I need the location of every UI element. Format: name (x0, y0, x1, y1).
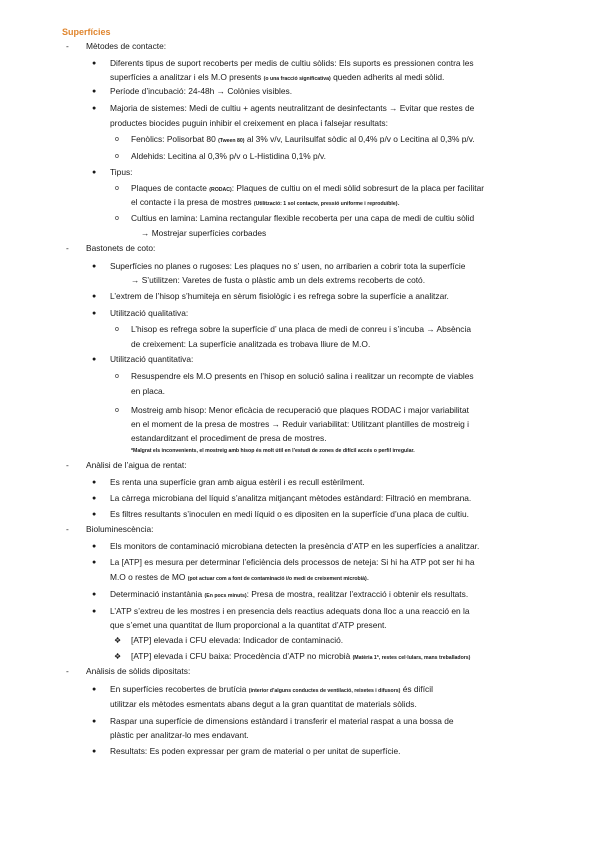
atp-extraction-text-2: que s’emet una quantitat de llum proporcional a la quantitat d’ATP present. (110, 620, 387, 630)
aldehydes-text: Aldehids: Lecitina al 0,3% p/v o L-Histidina 0,1% p/v. (131, 151, 326, 161)
atp-high-cfu-low-text: [ATP] elevada i CFU baixa: Procedència d’ATP no microbià (Matèria 1ª, restes cel·lulars, mans treballadors) (131, 651, 471, 661)
sub-marker: o (115, 136, 119, 143)
atp-measure-text: La [ATP] es mesura per determinar l’eficiència dels processos de neteja: Si hi ha ATP pot ser hi ha (110, 557, 475, 567)
sub-marker: o (115, 407, 119, 414)
contact-methods-heading: Mètodes de contacte: (86, 41, 167, 51)
swab-note: *Malgrat els inconvenients, el mostreig amb hisop és molt útil en l’estudi de zones de difícil accés o perfil irregular. (131, 448, 415, 454)
lamina-text-2: → Mostrejar superfícies corbades (141, 228, 267, 238)
irregular-surfaces-text-2: → S’utilitzen: Varetes de fusta o plàstic amb un dels extrems recoberts de cotó. (131, 275, 426, 285)
quantitative-heading: Utilització quantitativa: (110, 354, 194, 364)
solids-heading: Anàlisis de sòlids dipositats: (86, 666, 191, 676)
bullet-marker: ● (92, 263, 97, 270)
qualitative-heading: Utilització qualitativa: (110, 308, 189, 318)
rodac-text: Plaques de contacte (RODAC): Plaques de cultiu on el medi sòlid sobresurt de la placa per facilitar (131, 183, 485, 193)
bullet-marker: ● (92, 686, 97, 693)
resuspend-text: Resuspendre els M.O presents en l’hisop en solució salina i realitzar un recompte de viables (131, 371, 474, 381)
swabs-heading: Bastonets de coto: (86, 243, 156, 253)
bullet-marker: ● (92, 293, 97, 300)
rinse-text-1: Es renta una superfície gran amb aigua estèril i es recull estèrilment. (110, 477, 365, 487)
resuspend-text-2: en placa. (131, 386, 165, 396)
atp-high-cfu-high-text: [ATP] elevada i CFU elevada: Indicador de contaminació. (131, 635, 344, 645)
dash-marker: - (66, 460, 69, 470)
lamina-text: Cultius en lamina: Lamina rectangular flexible recoberta per una capa de medi de cultiu sòlid (131, 213, 475, 223)
rinse-text-3: Es filtres resultants s’inoculen en medi líquid o es dipositen en la superfície d’una placa de cultiu. (110, 509, 469, 519)
bullet-marker: ● (92, 479, 97, 486)
dash-marker: - (66, 243, 69, 253)
qualitative-text: L’hisop es refrega sobre la superfície d’ una placa de medi de conreu i s’incuba → Absència (131, 324, 472, 334)
bullet-marker: ● (92, 88, 97, 95)
swab-moisten-text: L’extrem de l’hisop s’humiteja en sèrum fisiològic i es refrega sobre la superfície a analitzar. (110, 291, 449, 301)
incubation-period-text: Període d’incubació: 24-48h → Colònies visibles. (110, 86, 293, 96)
bullet-marker: ● (92, 310, 97, 317)
bullet-marker: ● (92, 60, 97, 67)
bullet-marker: ● (92, 105, 97, 112)
types-heading: Tipus: (110, 167, 133, 177)
bullet-marker: ● (92, 169, 97, 176)
bullet-marker: ● (92, 718, 97, 725)
diamond-marker: ❖ (114, 652, 122, 661)
atp-extraction-text: L’ATP s’extreu de les mostres i en presencia dels reactius adequats dona lloc a una reacció en la (110, 606, 470, 616)
bullet-marker: ● (92, 748, 97, 755)
rinse-heading: Anàlisi de l’aigua de rentat: (86, 460, 187, 470)
atp-measure-text-2: M.O o restes de MO (pot actuar com a font de contaminació i/o medi de creixement microbià). (110, 572, 370, 582)
rinse-text-2: La càrrega microbiana del líquid s’analitza mitjançant mètodes estàndard: Filtració en membrana. (110, 493, 472, 503)
bullet-marker: ● (92, 559, 97, 566)
bioluminescence-heading: Bioluminescència: (86, 524, 154, 534)
sub-marker: o (115, 373, 119, 380)
dash-marker: - (66, 666, 69, 676)
systems-text-2: productes biocides puguin inhibir el creixement en placa i falsejar resultats: (110, 118, 388, 128)
results-text: Resultats: Es poden expressar per gram de material o per unitat de superfície. (110, 746, 401, 756)
contact-supports-text-2: superfícies a analitzar i els M.O presents (o una fracció significativa) queden adherits al medi sòlid. (110, 72, 445, 82)
sub-marker: o (115, 185, 119, 192)
bullet-marker: ● (92, 495, 97, 502)
bullet-marker: ● (92, 591, 97, 598)
scrape-text: Raspar una superfície de dimensions estàndard i transferir el material raspat a una bossa de (110, 716, 454, 726)
bullet-marker: ● (92, 511, 97, 518)
rodac-text-2: el contacte i la presa de mostres (Utilització: 1 sol contacte, pressió uniforme i reproduïble). (131, 197, 400, 207)
qualitative-text-2: de creixement: La superfície analitzada es trobava lliure de M.O. (131, 339, 371, 349)
section-title: Superfícies (62, 27, 111, 37)
contact-supports-text: Diferents tipus de suport recoberts per medis de cultiu sòlids: Els suports es pressionen contra les (110, 58, 474, 68)
systems-text: Majoria de sistemes: Medi de cultiu + agents neutralitzant de desinfectants → Evitar que restes de (110, 103, 475, 113)
atp-monitors-text: Els monitors de contaminació microbiana detecten la presència d’ATP en les superfícies a analitzar. (110, 541, 480, 551)
dirty-surfaces-text: En superfícies recobertes de brutícia (interior d’alguns conductes de ventilació, reixetes i difusors) és difícil (110, 684, 433, 694)
swab-sampling-text-3: estandarditzant el procediment de presa de mostres. (131, 433, 327, 443)
phenolics-text: Fenòlics: Polisorbat 80 (Tween 80) al 3% v/v, Laurilsulfat sòdic al 0,4% p/v o Lecitina al 0,3% p/v. (131, 134, 475, 144)
dash-marker: - (66, 41, 69, 51)
bullet-marker: ● (92, 356, 97, 363)
bullet-marker: ● (92, 543, 97, 550)
sub-marker: o (115, 153, 119, 160)
sub-marker: o (115, 326, 119, 333)
scrape-text-2: plàstic per analitzar-lo mes endavant. (110, 730, 249, 740)
diamond-marker: ❖ (114, 636, 122, 645)
swab-sampling-text-2: en el moment de la presa de mostres → Reduir variabilitat: Utilitzant plantilles de mostreig i (131, 419, 469, 429)
dash-marker: - (66, 524, 69, 534)
irregular-surfaces-text: Superfícies no planes o rugoses: Les plaques no s’ usen, no arribarien a cobrir tota la superfície (110, 261, 466, 271)
dirty-surfaces-text-2: utilitzar els mètodes esmentats abans degut a la gran quantitat de materials sòlids. (110, 699, 417, 709)
bullet-marker: ● (92, 608, 97, 615)
sub-marker: o (115, 215, 119, 222)
instant-determination-text: Determinació instantània (En pocs minuts): Presa de mostra, realitzar l’extracció i obtenir els resultats. (110, 589, 469, 599)
swab-sampling-text: Mostreig amb hisop: Menor eficàcia de recuperació que plaques RODAC i major variabilitat (131, 405, 469, 415)
